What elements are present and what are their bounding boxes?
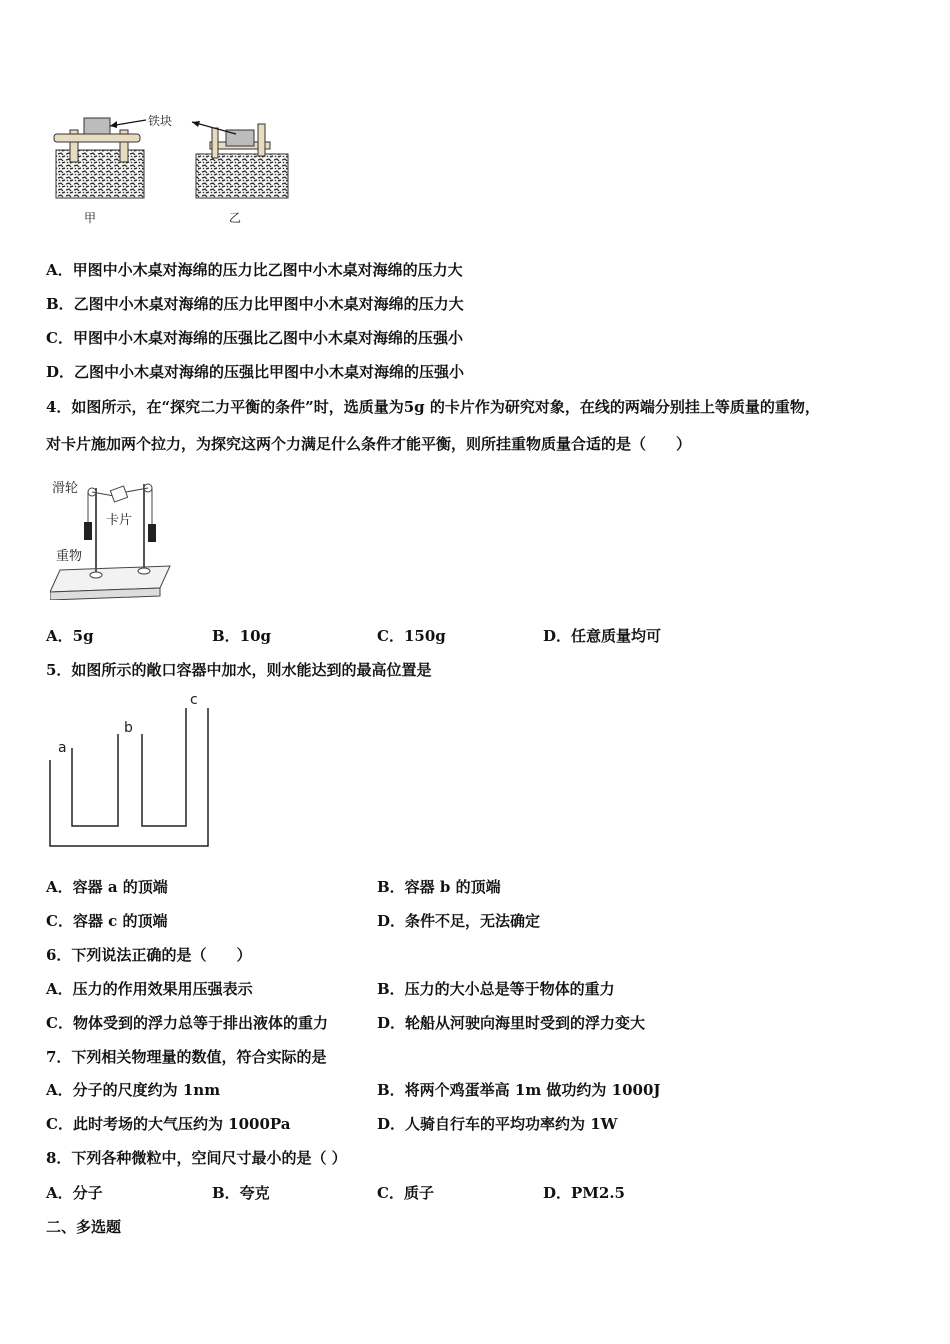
q5-option-b: B．容器 b 的顶端 [377,878,501,896]
q4-option-d: D．任意质量均可 [543,627,662,645]
label-pulley: 滑轮 [52,481,79,496]
label-iron-block: 铁块 [148,114,173,128]
label-c: c [190,692,198,708]
q5-option-c: C．容器 c 的顶端 [46,912,168,930]
q7-option-d: D．人骑自行车的平均功率约为 1W [377,1115,618,1133]
q4-option-a: A．5g [46,627,94,645]
q6-option-d: D．轮船从河驶向海里时受到的浮力变大 [377,1014,646,1032]
q5-option-d: D．条件不足，无法确定 [377,912,541,930]
open-container-figure [44,688,216,852]
table-sponge-figure [50,104,300,230]
q4-option-b: B．10g [212,627,272,645]
label-b: b [124,720,133,736]
q6-stem: 6．下列说法正确的是（ ） [46,946,252,964]
q7-option-c: C．此时考场的大气压约为 1000Pa [46,1115,291,1133]
q6-option-b: B．压力的大小总是等于物体的重力 [377,980,615,998]
q8-stem: 8．下列各种微粒中，空间尺寸最小的是（ ） [46,1149,347,1167]
q8-option-c: C．质子 [377,1184,434,1202]
balance-apparatus-figure [50,470,176,600]
q7-stem: 7．下列相关物理量的数值，符合实际的是 [46,1048,327,1066]
iron-block-a [84,118,110,134]
label-card: 卡片 [106,513,133,528]
label-weight: 重物 [56,549,83,564]
q5-stem: 5．如图所示的敞口容器中加水，则水能达到的最高位置是 [46,661,432,679]
q3-option-c: C．甲图中小木桌对海绵的压强比乙图中小木桌对海绵的压强小 [46,329,463,347]
q3-option-a: A．甲图中小木桌对海绵的压力比乙图中小木桌对海绵的压力大 [46,261,463,279]
q4-stem-line1: 4．如图所示，在“探究二力平衡的条件”时，选质量为5g 的卡片作为研究对象，在线的两端分别挂上等质量的重物， [46,398,820,416]
q4-option-c: C．150g [377,627,446,645]
q7-option-b: B．将两个鸡蛋举高 1m 做功约为 1000J [377,1081,661,1099]
q6-option-a: A．压力的作用效果用压强表示 [46,980,253,998]
section-heading-multiple-choice: 二、多选题 [46,1218,122,1236]
label-fig-b: 乙 [229,211,242,225]
q8-option-b: B．夸克 [212,1184,270,1202]
label-fig-a: 甲 [84,211,97,225]
q3-option-d: D．乙图中小木桌对海绵的压强比甲图中小木桌对海绵的压强小 [46,363,465,381]
q8-option-a: A．分子 [46,1184,103,1202]
table-top-a [54,134,140,142]
q4-stem-line2: 对卡片施加两个拉力，为探究这两个力满足什么条件才能平衡，则所挂重物质量合适的是（ ） [46,435,692,453]
sponge-a [56,150,144,198]
label-a: a [58,740,67,756]
sponge-b [196,154,288,198]
q8-option-d: D．PM2.5 [543,1184,625,1202]
q3-option-b: B．乙图中小木桌对海绵的压力比甲图中小木桌对海绵的压力大 [46,295,464,313]
q7-option-a: A．分子的尺度约为 1nm [46,1081,221,1099]
q5-option-a: A．容器 a 的顶端 [46,878,168,896]
q6-option-c: C．物体受到的浮力总等于排出液体的重力 [46,1014,328,1032]
